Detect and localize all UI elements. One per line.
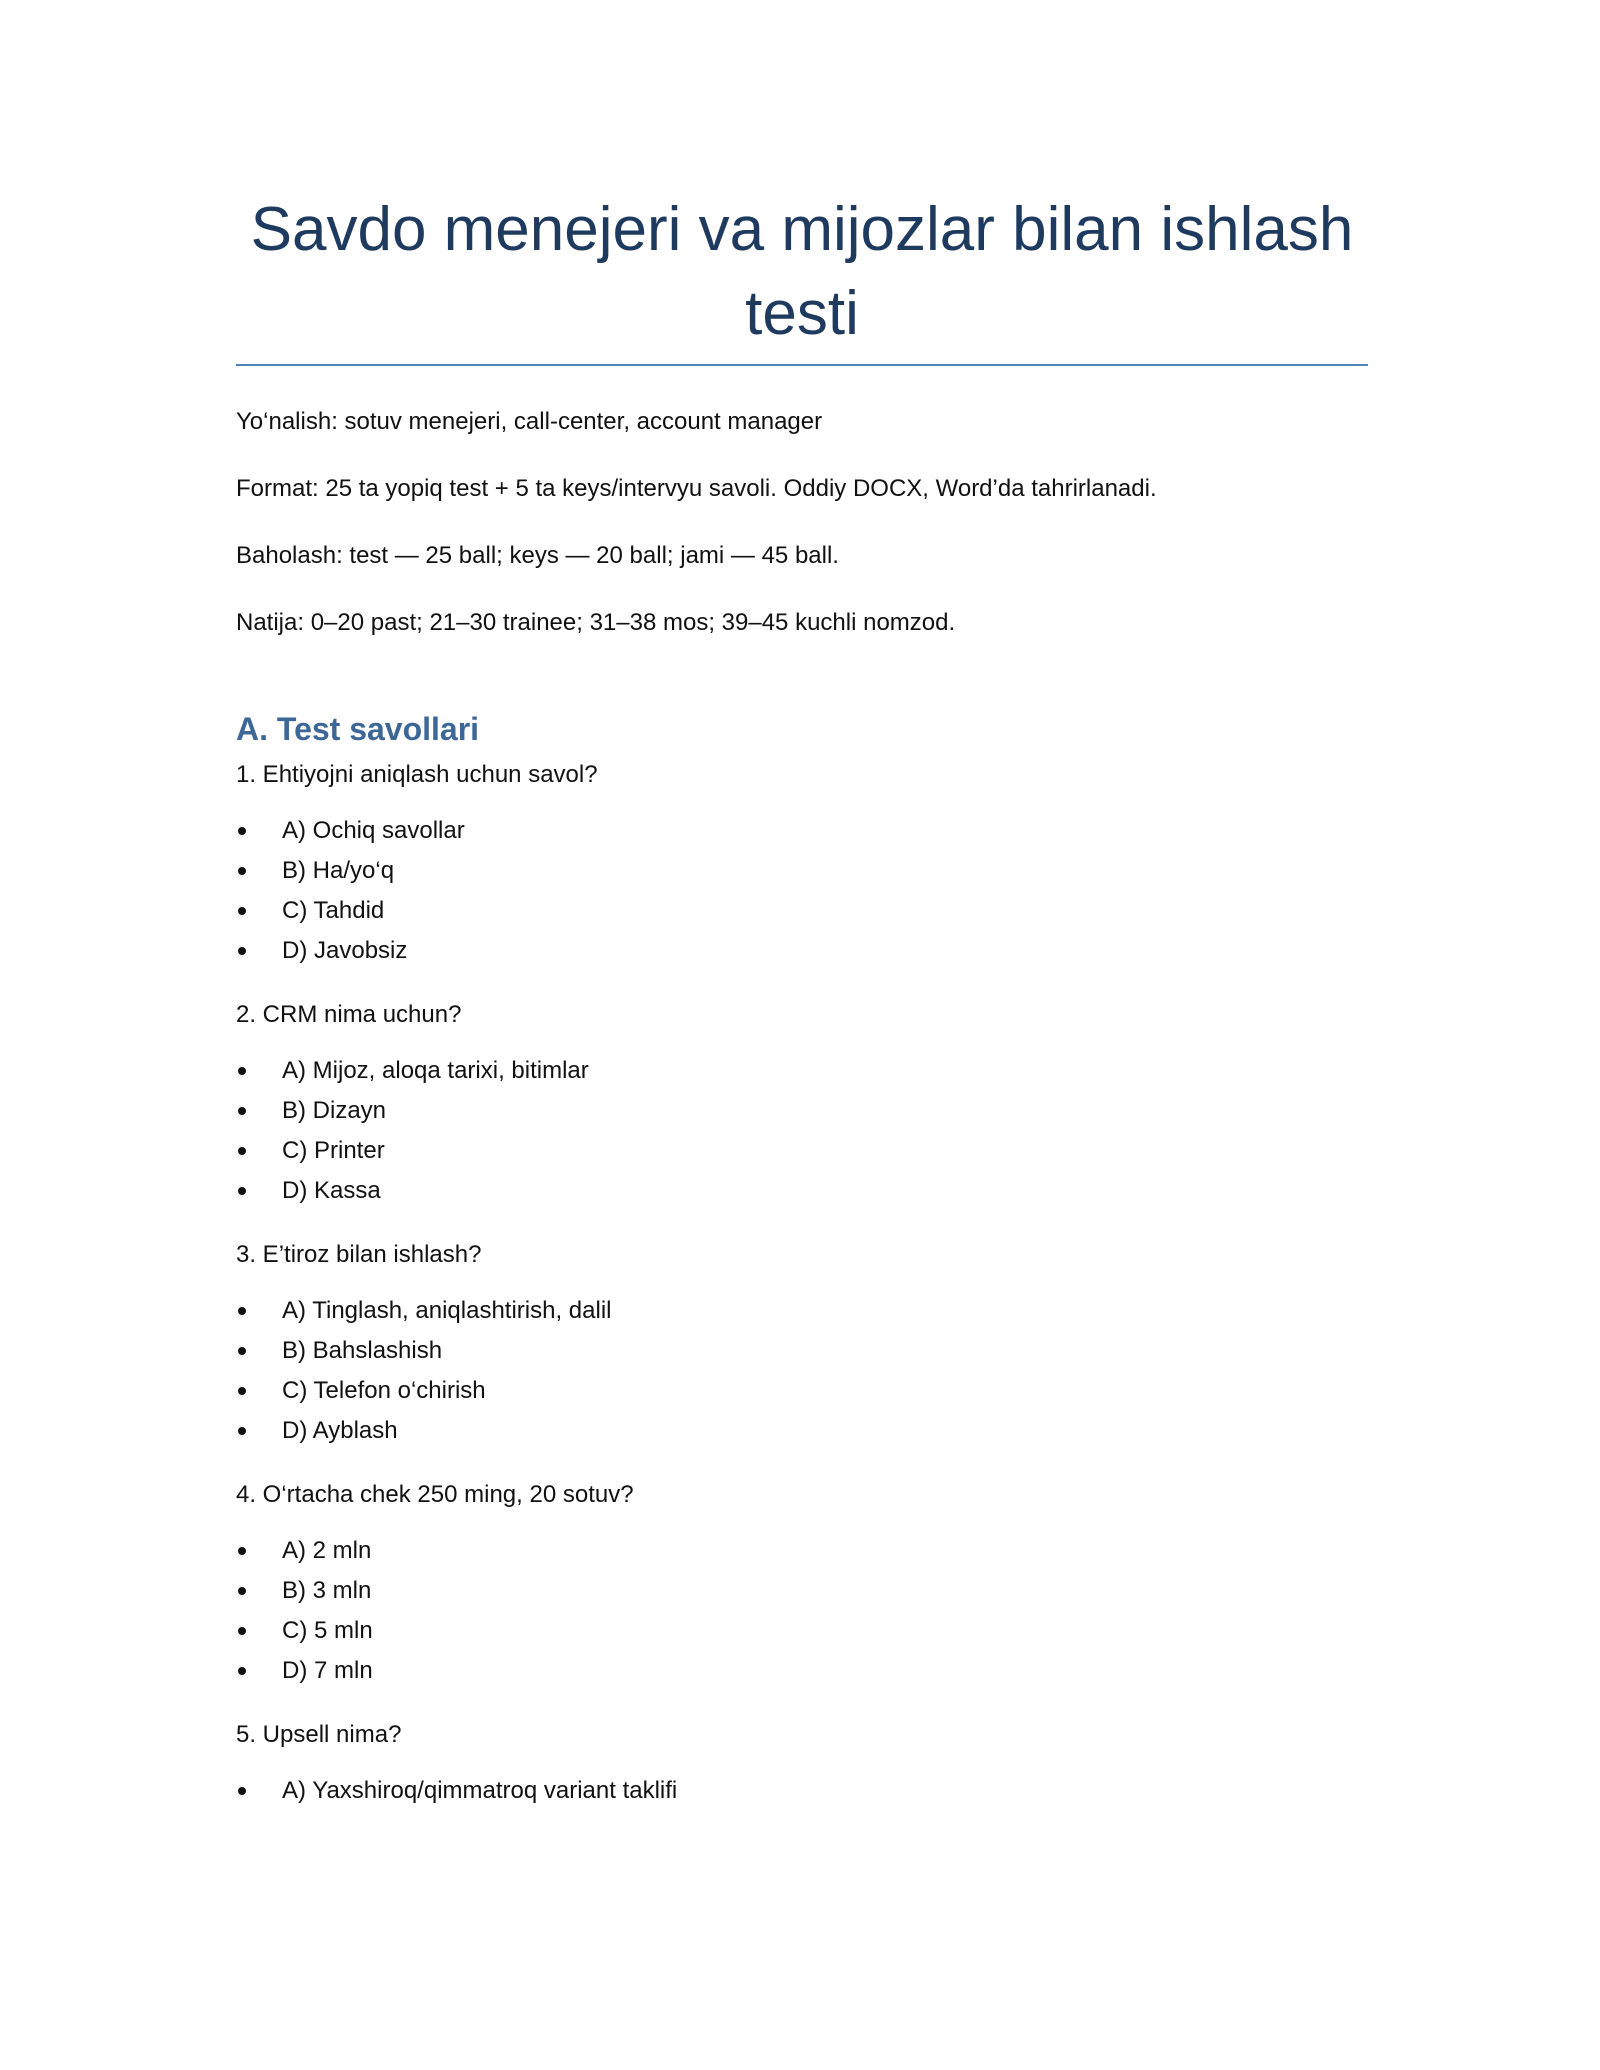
- option-item: [236, 1775, 1368, 1815]
- option-item: [236, 1135, 1368, 1175]
- meta-format: Format: 25 ta yopiq test + 5 ta keys/intervyu savoli. Oddiy DOCX, Word’da tahrirlanadi.: [236, 475, 1157, 502]
- bullet-icon: [238, 827, 246, 835]
- title-divider: [236, 364, 1368, 366]
- question-block: [236, 999, 1368, 1215]
- option-text: C) 5 mln: [282, 1617, 373, 1644]
- option-list: [236, 1535, 1368, 1695]
- option-list: [236, 1775, 1368, 1815]
- bullet-icon: [238, 1667, 246, 1675]
- question-block: [236, 1239, 1368, 1455]
- option-item: [236, 1175, 1368, 1215]
- option-item: [236, 895, 1368, 935]
- option-item: [236, 1575, 1368, 1615]
- question-text: 1. Ehtiyojni aniqlash uchun savol?: [236, 761, 598, 788]
- document-title: Savdo menejeri va mijozlar bilan ishlash testi: [250, 195, 1354, 348]
- bullet-icon: [238, 947, 246, 955]
- option-item: [236, 1375, 1368, 1415]
- option-text: A) Mijoz, aloqa tarixi, bitimlar: [282, 1057, 589, 1084]
- document-body: [236, 188, 1368, 1839]
- option-text: C) Printer: [282, 1137, 385, 1164]
- meta-result: Natija: 0–20 past; 21–30 trainee; 31–38 mos; 39–45 kuchli nomzod.: [236, 609, 956, 636]
- option-text: A) Tinglash, aniqlashtirish, dalil: [282, 1297, 612, 1324]
- option-text: D) 7 mln: [282, 1657, 373, 1684]
- bullet-icon: [238, 1107, 246, 1115]
- option-item: [236, 935, 1368, 975]
- question-text: 4. O‘rtacha chek 250 ming, 20 sotuv?: [236, 1481, 634, 1508]
- option-text: B) Ha/yo‘q: [282, 857, 395, 884]
- option-list: [236, 815, 1368, 975]
- option-text: B) 3 mln: [282, 1577, 372, 1604]
- question-block: [236, 759, 1368, 975]
- bullet-icon: [238, 1627, 246, 1635]
- option-item: [236, 1055, 1368, 1095]
- bullet-icon: [238, 1307, 246, 1315]
- option-item: [236, 1095, 1368, 1135]
- question-text: 5. Upsell nima?: [236, 1721, 402, 1748]
- option-text: D) Javobsiz: [282, 937, 408, 964]
- bullet-icon: [238, 1347, 246, 1355]
- option-item: [236, 1335, 1368, 1375]
- option-text: D) Ayblash: [282, 1417, 398, 1444]
- bullet-icon: [238, 867, 246, 875]
- meta-direction: Yo‘nalish: sotuv menejeri, call-center, account manager: [236, 408, 823, 435]
- bullet-icon: [238, 1587, 246, 1595]
- bullet-icon: [238, 1787, 246, 1795]
- bullet-icon: [238, 1147, 246, 1155]
- option-item: [236, 1415, 1368, 1455]
- bullet-icon: [238, 907, 246, 915]
- bullet-icon: [238, 1187, 246, 1195]
- option-item: [236, 855, 1368, 895]
- option-text: A) 2 mln: [282, 1537, 372, 1564]
- option-text: A) Ochiq savollar: [282, 817, 465, 844]
- bullet-icon: [238, 1547, 246, 1555]
- bullet-icon: [238, 1427, 246, 1435]
- question-block: [236, 1479, 1368, 1695]
- option-text: B) Dizayn: [282, 1097, 387, 1124]
- option-list: [236, 1295, 1368, 1455]
- section-a-heading: A. Test savollari: [236, 711, 480, 747]
- option-list: [236, 1055, 1368, 1215]
- option-text: D) Kassa: [282, 1177, 381, 1204]
- meta-scoring: Baholash: test — 25 ball; keys — 20 ball; jami — 45 ball.: [236, 542, 839, 569]
- question-block: [236, 1719, 1368, 1815]
- option-text: B) Bahslashish: [282, 1337, 443, 1364]
- bullet-icon: [238, 1387, 246, 1395]
- option-item: [236, 1295, 1368, 1335]
- option-item: [236, 815, 1368, 855]
- question-text: 2. CRM nima uchun?: [236, 1001, 462, 1028]
- option-text: C) Tahdid: [282, 897, 385, 924]
- option-text: A) Yaxshiroq/qimmatroq variant taklifi: [282, 1777, 678, 1804]
- question-text: 3. E’tiroz bilan ishlash?: [236, 1241, 482, 1268]
- option-item: [236, 1535, 1368, 1575]
- bullet-icon: [238, 1067, 246, 1075]
- option-item: [236, 1615, 1368, 1655]
- option-item: [236, 1655, 1368, 1695]
- option-text: C) Telefon o‘chirish: [282, 1377, 486, 1404]
